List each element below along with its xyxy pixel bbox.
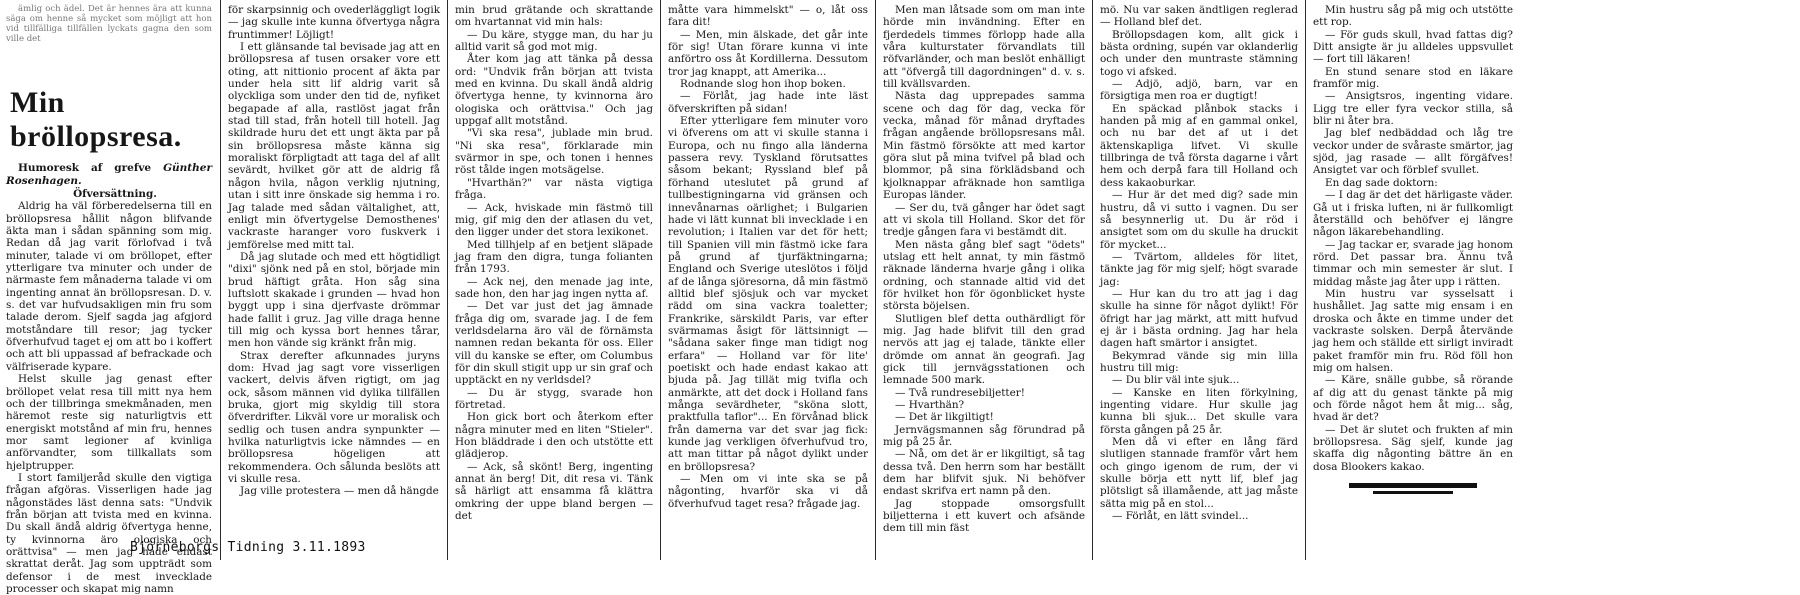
paragraph: Aldrig ha väl förberedelserna till en bröllopsresa hållit någon blifvande äkta man i sådan spänning som mig. Redan då jag varit förlofvad i två minuter, talade vi om bröllopet, efter ytterligare tva minuter och under de närmaste fem månaderna talade vi om ingenting annat än bröllopsresan. D. v. s. det var hufvudsakligen min fru som talade derom. Sjelf sagda jag afgjord motståndare till resor; jag tycker öfverhufvud taget ej om att bo i koffert och att bli uppassad af befrackade och välfriserade kypare.	[6, 200, 212, 373]
column-rule	[660, 0, 661, 560]
column-rule	[220, 0, 221, 560]
column-rule	[447, 0, 448, 560]
translation-note: Öfversättning.	[73, 188, 157, 200]
paragraph: "Hvarthän?" var nästa vigtiga fråga.	[455, 176, 653, 202]
paragraph: — Förlåt, jag hade inte läst öfverskriften på sidan!	[668, 90, 868, 115]
paragraph: En dag sade doktorn:	[1325, 176, 1438, 189]
paragraph: — Hur kan du tro att jag i dag skulle ha sinne för något dylikt! För öfrigt har jag märkt, att mitt hufvud ej är i bästa ordning. Jag har hela dagen haft smärtor i ansigtet.	[1100, 287, 1298, 350]
paragraph: — Ack, så skönt! Berg, ingenting annat än berg! Dit, dit resa vi. Tänk så härligt att ensamma få klättra omkring der uppe bland bergen — det	[455, 460, 653, 523]
paragraph: Rodnande slog hon ihop boken.	[680, 78, 846, 91]
paragraph: Bekymrad vände sig min lilla hustru till mig:	[1100, 349, 1298, 374]
paragraph: Men man låtsade som om man inte hörde min invändning. Efter en fjerdedels timmes förlopp hade alla våra kulturstater förvandlats till röfvarländer, och man beslöt enhälligt att "öfvergå till dagordningen" d. v. s. till kvällsvarden.	[883, 4, 1085, 91]
top-fragment: ämlig och ädel. Det är hennes ära att kunna säga om henne så mycket som möjligt att hon vid tillfälliga tillfällen lyckats gagna den som ville det	[6, 4, 212, 44]
paragraph: min brud grätande och skrattande om hvartannat vid min hals:	[455, 4, 653, 29]
column-6	[1094, 0, 1304, 536]
paragraph: Bröllopsdagen kom, allt gick i bästa ordning, supén var oklanderlig och under den muntraste stämning togo vi afsked.	[1100, 28, 1298, 78]
paragraph: Jernvägsmannen såg förundrad på mig på 25 år.	[883, 423, 1085, 449]
end-rule	[1349, 483, 1477, 488]
paragraph: — Hvarthän?	[895, 399, 965, 411]
column-rule	[1092, 0, 1093, 560]
paragraph: — För guds skull, hvad fattas dig? Ditt ansigte är ju alldeles uppsvullet — fort till läkaren!	[1313, 28, 1513, 66]
paragraph: mö. Nu var saken ändtligen reglerad — Holland blef det.	[1100, 4, 1298, 29]
paragraph: — Kanske en liten förkylning, ingenting vidare. Hur skulle jag kunna bli sjuk... Det skulle vara första gången på 25 år.	[1100, 386, 1298, 436]
paragraph: Men då vi efter en lång färd slutligen stannade framför vårt hem och gingo igenom de rum, der vi skulle börja ett nytt lif, blef jag plötsligt så illamående, att jag måste sätta mig på en stol...	[1100, 436, 1298, 510]
paragraph: — Men om vi inte ska se på någonting, hvarför ska vi då öfverhufvud taget resa? frågade jag.	[668, 473, 868, 510]
paragraph: — Hur är det med dig? sade min hustru, då vi sutto i vagnen. Du ser så besynnerlig ut. Du är röd i ansigtet som om du skulle ha druckit för mycket...	[1100, 189, 1298, 251]
paragraph: — Det var just det jag ämnade fråga dig om, svarade jag. I de fem verldsdelarna äro väl de förnämsta namnen redan bekanta för oss. Eller vill du kanske se efter, om Columbus för din skull stigit upp ur sin graf och upptäckt en ny verldsdel?	[455, 300, 653, 387]
paragraph: måtte vara himmelskt" — o, låt oss fara dit!	[668, 4, 868, 29]
paragraph: Jag blef nedbäddad och låg tre veckor under de svåraste smärtor, jag sjöd, jag rasade — allt förgäfves! Ansigtet var och förblef svullet.	[1313, 127, 1514, 177]
end-rule-short	[1373, 491, 1453, 494]
paragraph: — Förlåt, en lätt svindel...	[1112, 510, 1249, 523]
paragraph: Efter ytterligare fem minuter voro vi öfverens om att vi skulle stanna i Europa, och nu fingo alla länderna passera revy. Tyskland förutsattes såsom bekant; Ryssland blef på förhand uteslutet på grund af tullbestigningarna vid gränsen och innevånarnas oärlighet; i Bulgarien hade vi lätt kunnat bli invecklade i en revolution; i Italien var det för hett; till Spanien vill min fästmö icke fara på grund af tjurfäktningarna; England och Sverige uteslötos i följd af de långa sjöresorna, då min fästmö alltid blef sjösjuk och var mycket rädd om sina vackra toaletter; Frankrike, särskildt Paris, var efter svärmamas åsigt för lättsinnigt — "sådana saker finge man tidigt nog erfara" — Holland var för lite' poetiskt och hade endast kakao att bjuda på. Jag tillät mig tvifla och anmärkte, att det dock i Holland fans många sevärdheter, "sköna slott, praktfulla taflor"... En förvånad blick från damerna var det svar jag fick: kunde jag verkligen öfverhufvud tro, att man tittar på något dylikt under en bröllopsresa?	[668, 115, 868, 473]
column-2	[222, 0, 446, 536]
paragraph: Min hustru såg på mig och utstötte ett rop.	[1313, 4, 1513, 29]
paragraph: — Tvärtom, alldeles för litet, tänkte jag för mig sjelf; högt svarade jag:	[1100, 250, 1298, 288]
paragraph: Åter kom jag att tänka på dessa ord: "Undvik från början att tvista med en kvinna. Du skall ändå aldrig öfvertyga henne, ty kvinnorna äro ologiska och orättvisa." Och jag uppgaf allt motstånd.	[455, 53, 653, 128]
subtitle-prefix: Humoresk af grefve	[18, 162, 152, 174]
paragraph: — I dag är det det härligaste väder. Gå ut i friska luften, ni är fullkomligt återställd och behöfver ej längre någon läkarebehandling.	[1313, 189, 1513, 239]
column-7	[1307, 0, 1519, 536]
paragraph: I stort familjeråd skulle den vigtiga frågan afgöras. Visserligen hade jag någonstädes läst denna sats: "Undvik från början att tvista med en kvinna. Du skall ändå aldrig öfvertyga henne, ty kvinnorna äro ologiska och orättvisa" — men jag hade endast skrattat deråt. Jag som uppträdt som defensor i de mest invecklade processer och skapat mig namn	[6, 471, 212, 595]
paragraph: — Adjö, adjö, barn, var en försigtiga men roa er dugtigt!	[1100, 78, 1298, 103]
paragraph: Jag stoppade omsorgsfullt biljetterna i ett kuvert och afsände dem till min fäst	[883, 497, 1085, 535]
paragraph: — Två rundresebiljetter!	[895, 386, 1025, 399]
paragraph: En stund senare stod en läkare framför mig.	[1313, 65, 1513, 91]
paragraph: En späckad plånbok stacks i handen på mig af en gammal onkel, och nu bar det af ut i det äktenskapliga lifvet. Vi skulle tillbringa de två första dagarne i vårt hem och derpå fara till Holland och dess kakaoburkar.	[1100, 102, 1298, 189]
paragraph: — Du käre, stygge man, du har ju alltid varit så god mot mig.	[455, 28, 653, 54]
column-4	[662, 0, 874, 536]
paragraph: — Du är stygg, svarade hon förtretad.	[455, 386, 653, 411]
column-5	[877, 0, 1091, 536]
paragraph: — Det är likgiltigt!	[895, 411, 994, 424]
paragraph: Slutligen blef detta outhärdligt för mig. Jag hade blifvit till den grad nervös att jag ej talade, tänkte eller drömde om annat än geografi. Jag gick till jernvägsstationen och lemnade 500 mark.	[883, 312, 1085, 387]
paragraph: — Ansigtsros, ingenting vidare. Ligg tre eller fyra veckor stilla, så blir ni åter bra.	[1313, 90, 1513, 128]
paragraph: Hon gick bort och återkom efter några minuter med en liten "Stieler". Hon bläddrade i den och utstötte ett glädjerop.	[455, 411, 653, 461]
paragraph: — Men, min älskade, det går inte för sig! Utan förare kunna vi inte anförtro oss åt Kordillerna. Dessutom tror jag knappt, att Amerika...	[668, 28, 868, 78]
paragraph: — Ack nej, den menade jag inte, sade hon, den har jag ingen nytta af.	[455, 275, 653, 300]
paragraph: Men nästa gång blef sagt "ödets" utslag ett helt annat, ty min fästmö räknade länderna hvarje gång i olika ordning, och stannade altid vid det för hvilket hon för ögonblicket hyste största böjelsen.	[883, 238, 1085, 313]
paragraph: för skarpsinnig och ovederläggligt logik — jag skulle inte kunna öfvertyga några fruntimmer! Löjligt!	[228, 4, 440, 41]
paragraph: Nästa dag upprepades samma scene och dag för dag, vecka för vecka, månad för månad dryftades frågan angående bröllopsresans mål. Min fästmö försökte att med kartor göra slut på mina tvifvel på blad och blommor, på sina förklädsband och kjolknappar afräknade hon samtliga Europas länder.	[883, 90, 1085, 202]
paragraph: I ett glänsande tal bevisade jag att en bröllopsresa af tusen orsaker vore ett oting, att nittionio procent af äkta par under hela sitt lif aldrig varit så olyckliga som under den tid de, nyfiket begapade af alla, rastlöst jagat från stad till stad, från hotell till hotell. Jag skildrade huru det ett ungt äkta par på sin bröllopsresa måste känna sig moraliskt förpligtadt att taga del af allt sevärdt, hvilket gör att de aldrig få någon hvila, någon verklig njutning, utan i sitt inre önskade sig hemma i ro. Jag talade med sådan vältalighet, att, enligt min öfvertygelse Demosthenes' vackraste haranger voro fuskverk i jemförelse med mitt tal.	[228, 41, 440, 251]
paragraph: — Ack, hviskade min fästmö till mig, gif mig den der atlasen du vet, den ligger under det stora lexikonet.	[455, 201, 653, 239]
paragraph: Med tillhjelp af en betjent släpade jag fram den digra, tunga folianten från 1793.	[455, 238, 653, 276]
column-rule	[1305, 0, 1306, 560]
paragraph: — Det är slutet och frukten af min bröllopsresa. Säg sjelf, kunde jag skaffa dig någonting bättre än en dosa Blookers kakao.	[1313, 423, 1513, 473]
column-3	[449, 0, 659, 536]
column-rule	[875, 0, 876, 560]
paragraph: Då jag slutade och med ett högtidligt "dixi" sjönk ned på en stol, började min brud häftigt gråta. Hon såg sina luftslott skakade i grunden — hvad hon byggt upp i sina djerfvaste drömmar hade fallit i gruz. Jag ville draga henne till mig och kyssa bort hennes tårar, men hon vände sig kränkt från mig.	[228, 250, 440, 350]
paragraph: "Vi ska resa", jublade min brud. "Ni ska resa", förklarade min svärmor in spe, och tonen i hennes röst tålde ingen motsägelse.	[455, 127, 653, 177]
author-name: Günther Rosenhagen.	[6, 162, 212, 187]
paragraph: Strax derefter afkunnades juryns dom: Hvad jag sagt vore visserligen vackert, delvis äfven rigtigt, om jag ock, såsom männen vid dylika tillfällen bruka, gjort mig skyldig till stora öfverdrifter. Likväl vore ur moralisk och sedlig och tusen andra synpunkter — hvilka naturligtvis icke nämndes — en bröllopsresa högeligen att rekommendera. Och sålunda beslöts att vi skulle resa.	[228, 349, 440, 486]
paragraph: — Käre, snälle gubbe, så rörande af dig att du genast tänkte på mig och förde något hem åt mig... såg, hvad är det?	[1313, 374, 1513, 424]
paragraph: Helst skulle jag genast efter bröllopet velat resa till mitt nya hem och der tillbringa smekmånaden, men häremot reste sig naturligtvis ett energiskt motstånd af min fru, hennes mor samt legioner af kvinliga anförvandter, som tillkallats som hjelptrupper.	[6, 373, 212, 472]
paragraph: Min hustru var sysselsatt i hushållet. Jag satte mig ensam i en droska och åkte en timme under det vackraste solsken. Derpå återvände jag hem och ställde ett sirligt inviradt paket framför min fru. Röd föll hon mig om halsen.	[1313, 287, 1513, 374]
paragraph: — Nå, om det är er likgiltigt, så tag dessa två. Den herrn som har beställt dem har blifvit sjuk. Ni behöfver endast skrifva ert namn på den.	[883, 448, 1085, 498]
column-1	[0, 0, 218, 595]
paragraph: Jag ville protestera — men då hängde	[240, 485, 439, 498]
article-title: Min bröllopsresa.	[10, 86, 182, 153]
article-subtitle	[6, 162, 212, 188]
paragraph: — Du blir väl inte sjuk...	[1112, 374, 1240, 387]
source-caption: Björneborgs Tidning 3.11.1893	[130, 540, 366, 555]
paragraph: — Jag tackar er, svarade jag honom rörd. Det passar bra. Ännu två timmar och min semester är slut. I middag måste jag åter upp i rätten.	[1313, 238, 1513, 288]
paragraph: — Ser du, tvä gånger har ödet sagt att vi skola till Holland. Skor det för tredje gången fara vi bestämdt dit.	[883, 201, 1085, 239]
